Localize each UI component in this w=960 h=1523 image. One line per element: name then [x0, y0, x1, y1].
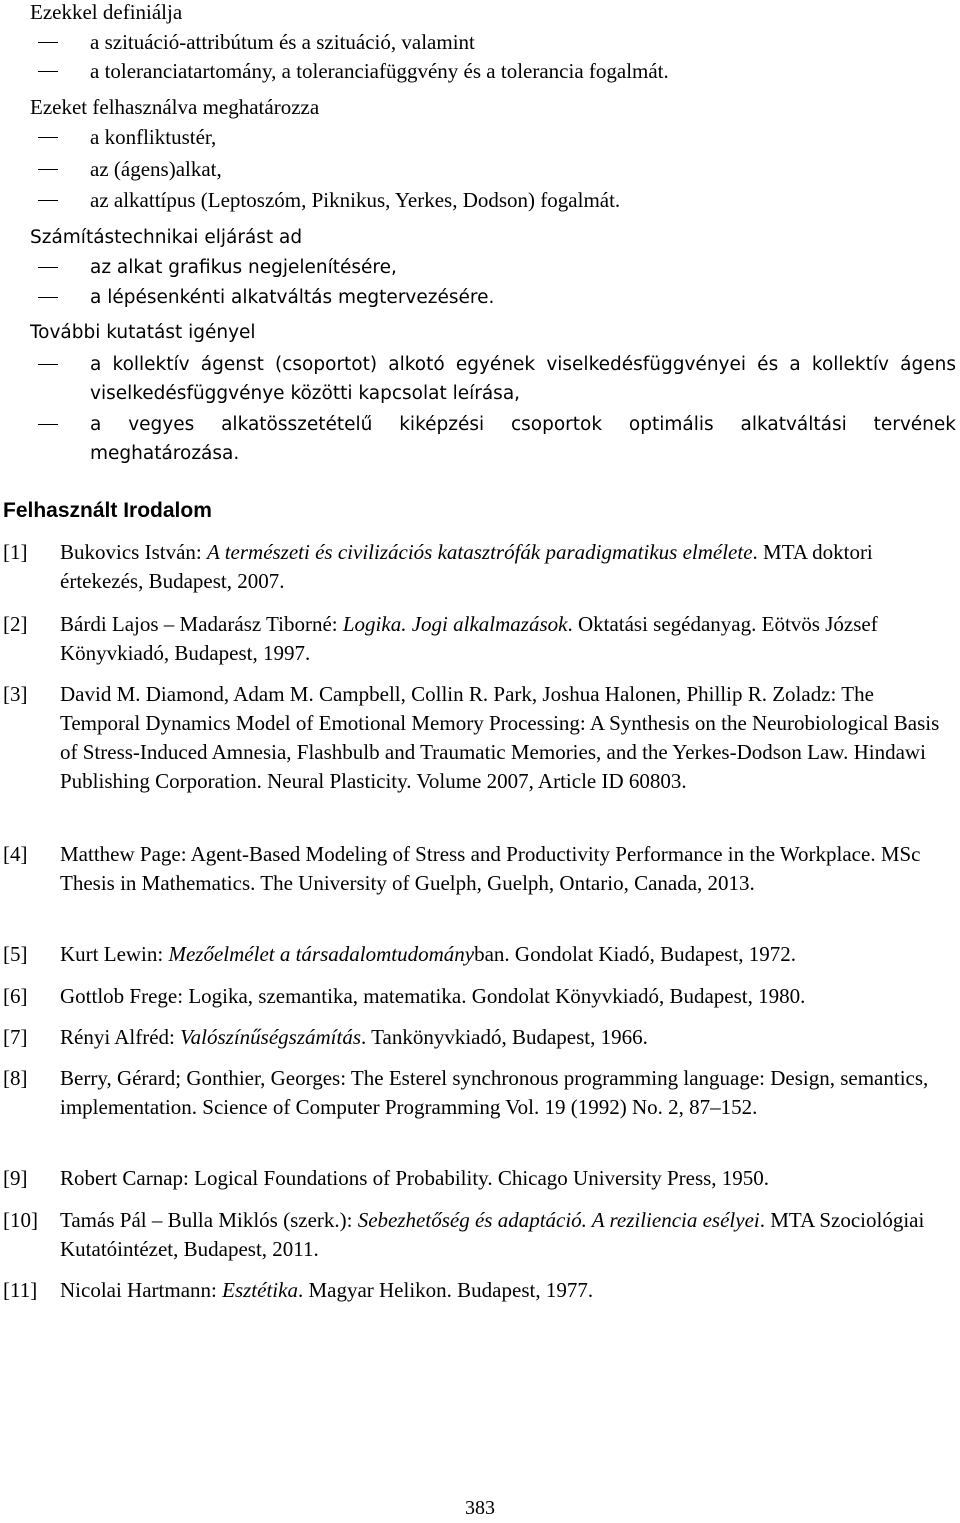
reference-number: [1]: [3, 540, 28, 564]
reference-text: Kurt Lewin: Mezőelmélet a társadalomtudományban. Gondolat Kiadó, Budapest, 1972.: [60, 942, 797, 966]
reference-text: Tamás Pál – Bulla Miklós (szerk.): Sebezhetőség és adaptáció. A reziliencia esélyei. MTA Szociológiai Kutatóintézet, Budapest, 2011.: [60, 1208, 925, 1261]
list-item-text: a vegyes alkatösszetételű kiképzési csoportok optimális alkatváltási tervének meghatározása.: [90, 414, 956, 464]
reference-text: Gottlob Frege: Logika, szemantika, matematika. Gondolat Könyvkiadó, Budapest, 1980.: [60, 984, 806, 1008]
dash-bullet-icon: [38, 364, 58, 365]
reference-item: [3, 1023, 953, 1052]
dash-bullet-icon: [38, 42, 58, 43]
list-item-text: az alkattípus (Leptoszóm, Piknikus, Yerkes, Dodson) fogalmát.: [90, 188, 621, 212]
reference-number: [4]: [3, 842, 28, 866]
reference-number: [8]: [3, 1066, 28, 1090]
reference-number: [9]: [3, 1166, 28, 1190]
list-item-text: az alkat grafikus negjelenítésére,: [90, 257, 397, 278]
page-number: 383: [465, 1497, 495, 1519]
reference-title: Esztétika: [222, 1278, 298, 1302]
reference-title: Mezőelmélet a társadalomtudomány: [168, 942, 475, 966]
dash-bullet-icon: [38, 169, 58, 170]
intro-line-1: Ezekkel definiálja: [30, 0, 183, 24]
reference-item: [3, 840, 953, 898]
reference-title: Logika. Jogi alkalmazások: [342, 612, 568, 636]
dash-bullet-icon: [38, 71, 58, 72]
list-item: [30, 350, 956, 408]
list-item: [30, 28, 956, 57]
list-item-text: a toleranciatartomány, a toleranciafüggvény és a tolerancia fogalmát.: [90, 59, 669, 83]
reference-item: [3, 680, 953, 796]
list-item: [30, 283, 956, 312]
reference-text: Berry, Gérard; Gonthier, Georges: The Esterel synchronous programming language: Design, semantics, implementation. Science of Computer Programming Vol. 19 (1992) No. 2, 87–152.: [60, 1066, 929, 1119]
list-item: [30, 253, 956, 282]
reference-text: Robert Carnap: Logical Foundations of Probability. Chicago University Press, 1950.: [60, 1166, 770, 1190]
reference-item: [3, 1064, 953, 1122]
list-item: [30, 155, 956, 184]
list-item-text: a konfliktustér,: [90, 125, 217, 149]
list-item: [30, 123, 956, 152]
reference-title: Sebezhetőség és adaptáció. A reziliencia esélyei: [357, 1208, 760, 1232]
reference-text: Rényi Alfréd: Valószínűségszámítás. Tankönyvkiadó, Budapest, 1966.: [60, 1025, 648, 1049]
intro-line-4: További kutatást igényel: [30, 322, 256, 343]
dash-bullet-icon: [38, 137, 58, 138]
reference-item: [3, 940, 953, 969]
reference-number: [7]: [3, 1025, 28, 1049]
reference-number: [11]: [3, 1278, 38, 1302]
reference-text: Bárdi Lajos – Madarász Tiborné: Logika. Jogi alkalmazások. Oktatási segédanyag. Eötvös József Könyvkiadó, Budapest, 1997.: [60, 612, 878, 665]
reference-item: [3, 1164, 953, 1193]
list-item-text: a lépésenkénti alkatváltás megtervezésére.: [90, 287, 495, 308]
reference-number: [2]: [3, 612, 28, 636]
reference-item: [3, 1276, 953, 1305]
list-item: [30, 57, 956, 86]
intro-line-2: Ezeket felhasználva meghatározza: [30, 95, 320, 119]
list-item-text: az (ágens)alkat,: [90, 157, 222, 181]
reference-item: [3, 610, 953, 668]
references-heading: Felhasznált Irodalom: [3, 499, 212, 522]
reference-title: Valószínűségszámítás: [180, 1025, 362, 1049]
reference-item: [3, 1206, 953, 1264]
dash-bullet-icon: [38, 424, 58, 425]
reference-number: [10]: [3, 1208, 38, 1232]
list-item-text: a szituáció-attribútum és a szituáció, valamint: [90, 30, 475, 54]
reference-number: [5]: [3, 942, 28, 966]
reference-text: Nicolai Hartmann: Esztétika. Magyar Helikon. Budapest, 1977.: [60, 1278, 594, 1302]
reference-item: [3, 538, 953, 596]
dash-bullet-icon: [38, 267, 58, 268]
reference-title: A természeti és civilizációs katasztrófák paradigmatikus elmélete: [207, 540, 753, 564]
reference-text: David M. Diamond, Adam M. Campbell, Collin R. Park, Joshua Halonen, Phillip R. Zoladz: The Temporal Dynamics Model of Emotional Memory Processing: A Synthesis on the Neurobiological Basis of Stress-Induced Amnesia, Flashbulb and Traumatic Memories, and the Yerkes-Dodson Law. Hindawi Publishing Corporation. Neural Plasticity. Volume 2007, Article ID 60803.: [60, 682, 940, 793]
dash-bullet-icon: [38, 297, 58, 298]
list-item: [30, 186, 956, 215]
reference-number: [6]: [3, 984, 28, 1008]
reference-item: [3, 982, 953, 1011]
list-item: [30, 410, 956, 468]
reference-text: Matthew Page: Agent-Based Modeling of Stress and Productivity Performance in the Workplace. MSc Thesis in Mathematics. The University of Guelph, Guelph, Ontario, Canada, 2013.: [60, 842, 921, 895]
dash-bullet-icon: [38, 200, 58, 201]
list-item-text: a kollektív ágenst (csoportot) alkotó egyének viselkedésfüggvényei és a kollektív ágens viselkedésfüggvénye közötti kapcsolat leírása,: [90, 354, 956, 404]
intro-line-3: Számítástechnikai eljárást ad: [30, 227, 303, 248]
reference-number: [3]: [3, 682, 28, 706]
reference-text: Bukovics István: A természeti és civilizációs katasztrófák paradigmatikus elmélete. MTA doktori értekezés, Budapest, 2007.: [60, 540, 873, 593]
